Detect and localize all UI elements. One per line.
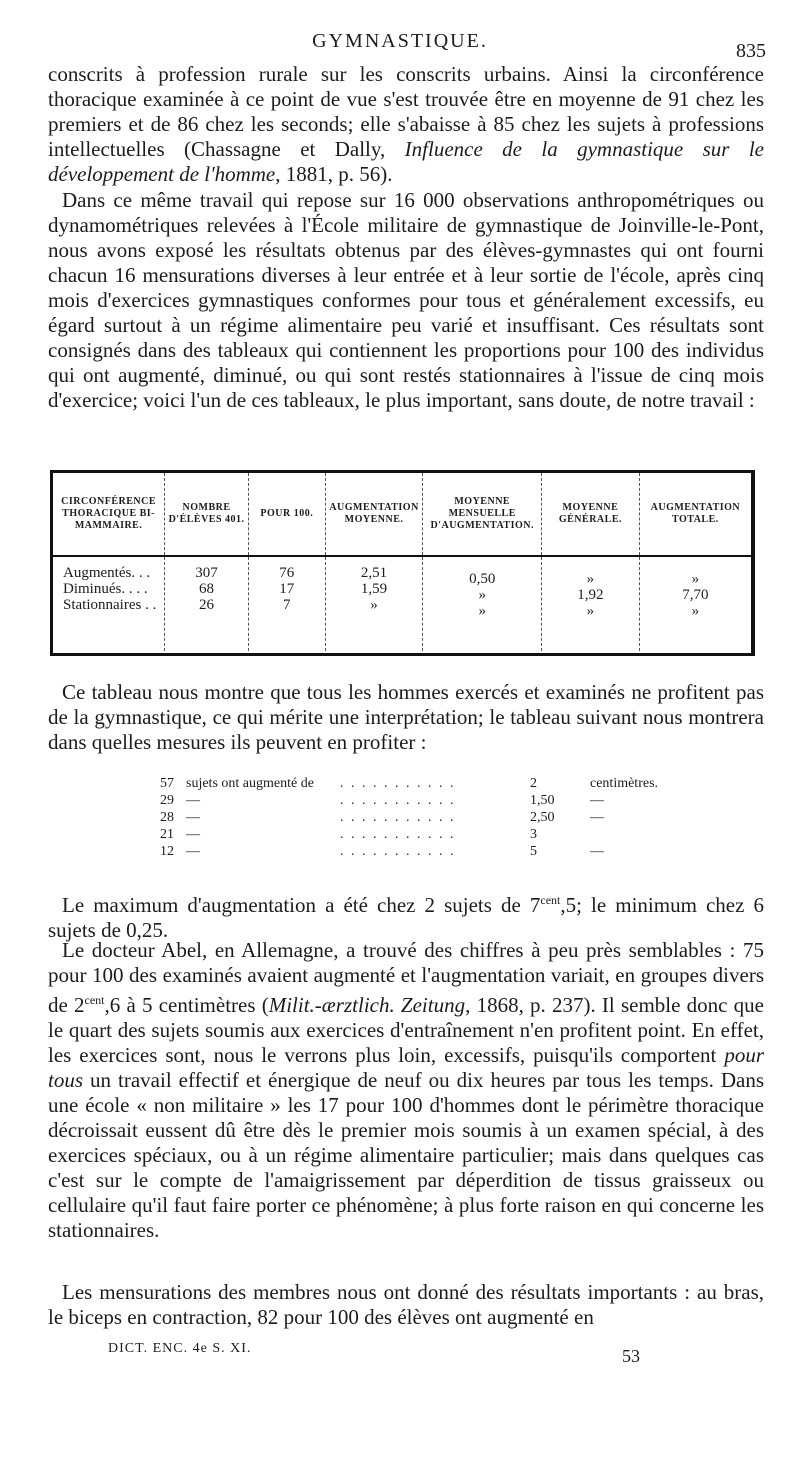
list-unit: — (590, 810, 604, 825)
table-cell: » (370, 597, 378, 613)
table-header: NOMBRE D'ÉLÈVES 401. (165, 473, 249, 556)
table-cell: 0,50 (469, 571, 496, 587)
paragraph-5-text: un travail effectif et énergique de neuf ou dix heures par tous les temps. Dans une école « non militaire » les 17 pour 100 d'hommes dont le périmètre thoracique décroissait eussent dû être dès le premier mois soumis à un examen spécial, à des exercices spéciaux, ou à un régime alimentaire particulier; mais dans quelques cas c'est sur le compte de l'amaigrissement par déperdition de tissus graisseux ou cellulaire qu'il faut faire porter ce phénomène; à plus forte raison en qui concerne les stationnaires. (48, 1068, 764, 1242)
list-item (160, 793, 660, 810)
table-cell: 7 (283, 597, 291, 613)
list-unit: centimètres. (590, 776, 659, 791)
paragraph-1 (48, 62, 764, 187)
table-cell: 1,92 (577, 587, 604, 603)
table-cell: » (586, 571, 595, 587)
augmentation-moyenne-cell (325, 556, 423, 651)
row-labels-cell (53, 556, 165, 651)
list-count: 57 (160, 776, 174, 791)
table-cell: 17 (279, 581, 295, 597)
list-value: 3 (530, 827, 537, 842)
table-header: MOYENNE GÉNÉRALE. (542, 473, 640, 556)
list-count: 21 (160, 827, 174, 842)
augmentation-totale-cell (639, 556, 751, 651)
paragraph-5 (48, 938, 764, 1243)
running-header-title: GYMNASTIQUE. (312, 30, 488, 52)
footer-sheet-number: 53 (622, 1346, 640, 1366)
list-label: — (186, 793, 200, 808)
paragraph-1-citation: Influence de la gymnastique sur le développement de l'homme (48, 137, 764, 186)
list-value: 2 (530, 776, 537, 791)
paragraph-5-text: Le docteur Abel, en Allemagne, a trouvé des chiffres à peu près semblables : 75 pour 100 des examinés avaient augmenté et l'augmentation variait, en groupes divers de 2 (48, 938, 764, 1017)
leader-dots: . . . . . . . . . . . (340, 827, 456, 842)
leader-dots: . . . . . . . . . . . (340, 776, 456, 791)
pour100-cell (248, 556, 325, 651)
table-header: AUGMENTATION MOYENNE. (325, 473, 423, 556)
row-label: Augmentés. . . (63, 565, 151, 581)
table-cell: 76 (279, 565, 295, 581)
paragraph-2 (48, 188, 764, 413)
list-item (160, 810, 660, 827)
data-table (50, 470, 755, 656)
table-row (53, 556, 751, 651)
list-item (160, 844, 660, 861)
moyenne-generale-cell (542, 556, 640, 651)
table-cell: 7,70 (682, 587, 709, 603)
table-cell: » (691, 571, 700, 587)
table-cell: 1,59 (360, 581, 388, 597)
superscript: cent (84, 993, 105, 1007)
paragraph-1-text: conscrits à profession rurale sur les conscrits urbains. Ainsi la circonférence thoracique examinée à ce point de vue s'est trouvée être en moyenne de 91 chez les premiers et de 86 chez les seconds; elle s'abaisse à 85 chez les sujets à professions intellectuelles (Chassagne et Dally, (48, 62, 764, 161)
paragraph-4-text-end: ,5; le minimum chez 6 sujets de 0,25. (48, 893, 764, 942)
journal-citation: Milit.-ærztlich. Zeitung (268, 993, 466, 1017)
table-header: AUGMENTATION TOTALE. (650, 502, 741, 525)
table-cell: 26 (199, 597, 215, 613)
list-label: — (186, 810, 200, 825)
list-label: — (186, 827, 200, 842)
list-count: 12 (160, 844, 174, 859)
table-cell: » (691, 603, 700, 619)
table-header: POUR 100. (248, 473, 325, 556)
table-cell: » (586, 603, 595, 619)
leader-dots: . . . . . . . . . . . (340, 793, 456, 808)
page-number: 835 (736, 40, 766, 62)
paragraph-6 (48, 1280, 764, 1330)
table-cell: 307 (195, 565, 218, 581)
row-label: Diminués. . . . (63, 581, 148, 597)
list-value: 2,50 (530, 810, 555, 825)
list-unit: — (590, 844, 604, 859)
leader-dots: . . . . . . . . . . . (340, 844, 456, 859)
paragraph-1-text-end: , 1881, p. 56). (275, 162, 393, 186)
paragraph-6-text: Les mensurations des membres nous ont donné des résultats importants : au bras, le biceps en contraction, 82 pour 100 des élèves ont augmenté en (48, 1280, 764, 1329)
moyenne-mensuelle-cell (423, 556, 542, 651)
paragraph-3 (48, 680, 764, 755)
list-count: 28 (160, 810, 174, 825)
paragraph-2-text: Dans ce même travail qui repose sur 16 000 observations anthropométriques ou dynamométriques relevées à l'École militaire de gymnastique de Joinville-le-Pont, nous avons exposé les résultats obtenus par des élèves-gymnastes qui ont fourni chacun 16 mensurations diverses à leur entrée et à leur sortie de l'école, après cinq mois d'exercices gymnastiques conformes pour tous et généralement excessifs, eu égard surtout à un régime alimentaire peu varié et insuffisant. Ces résultats sont consignés dans des tableaux qui contiennent les proportions pour 100 des individus qui ont augmenté, diminué, ou qui sont restés stationnaires à l'issue de cinq mois d'exercice; voici l'un de ces tableaux, le plus important, sans doute, de notre travail : (48, 188, 764, 412)
augmentation-list (160, 776, 660, 861)
table-header: CIRCONFÉRENCE THORACIQUE BI-MAMMAIRE. (53, 473, 165, 556)
superscript: cent (540, 893, 561, 907)
list-label: — (186, 844, 200, 859)
paragraph-4 (48, 888, 764, 943)
list-unit: — (590, 793, 604, 808)
list-count: 29 (160, 793, 174, 808)
emphasis: pour tous (48, 1043, 764, 1092)
table-cell: » (478, 587, 486, 603)
paragraph-3-text: Ce tableau nous montre que tous les hommes exercés et examinés ne profitent pas de la gymnastique, ce qui mérite une interprétation; le tableau suivant nous montrera dans quelles mesures ils peuvent en profiter : (48, 680, 764, 754)
table-cell: 68 (199, 581, 215, 597)
paragraph-5-text: ,6 à 5 centimètres ( (104, 993, 269, 1017)
list-value: 5 (530, 844, 537, 859)
paragraph-5-text: , 1868, p. 237). Il semble donc que le quart des sujets soumis aux exercices d'entraînement n'en profitent point. En effet, les exercices sont, nous le verrons plus loin, excessifs, puisqu'ils comportent (48, 993, 765, 1067)
footer-signature: DICT. ENC. 4e S. XI. (108, 1341, 252, 1356)
table-cell: » (478, 603, 486, 619)
table-cell: 2,51 (360, 565, 388, 581)
leader-dots: . . . . . . . . . . . (340, 810, 456, 825)
list-label: sujets ont augmenté de (186, 776, 314, 791)
list-item (160, 776, 660, 793)
list-value: 1,50 (530, 793, 555, 808)
nombre-cell (165, 556, 249, 651)
row-label: Stationnaires . . (63, 597, 157, 613)
table-header: MOYENNE MENSUELLE D'AUGMENTATION. (423, 473, 542, 556)
list-item (160, 827, 660, 844)
paragraph-4-text: Le maximum d'augmentation a été chez 2 sujets de 7 (62, 893, 541, 917)
